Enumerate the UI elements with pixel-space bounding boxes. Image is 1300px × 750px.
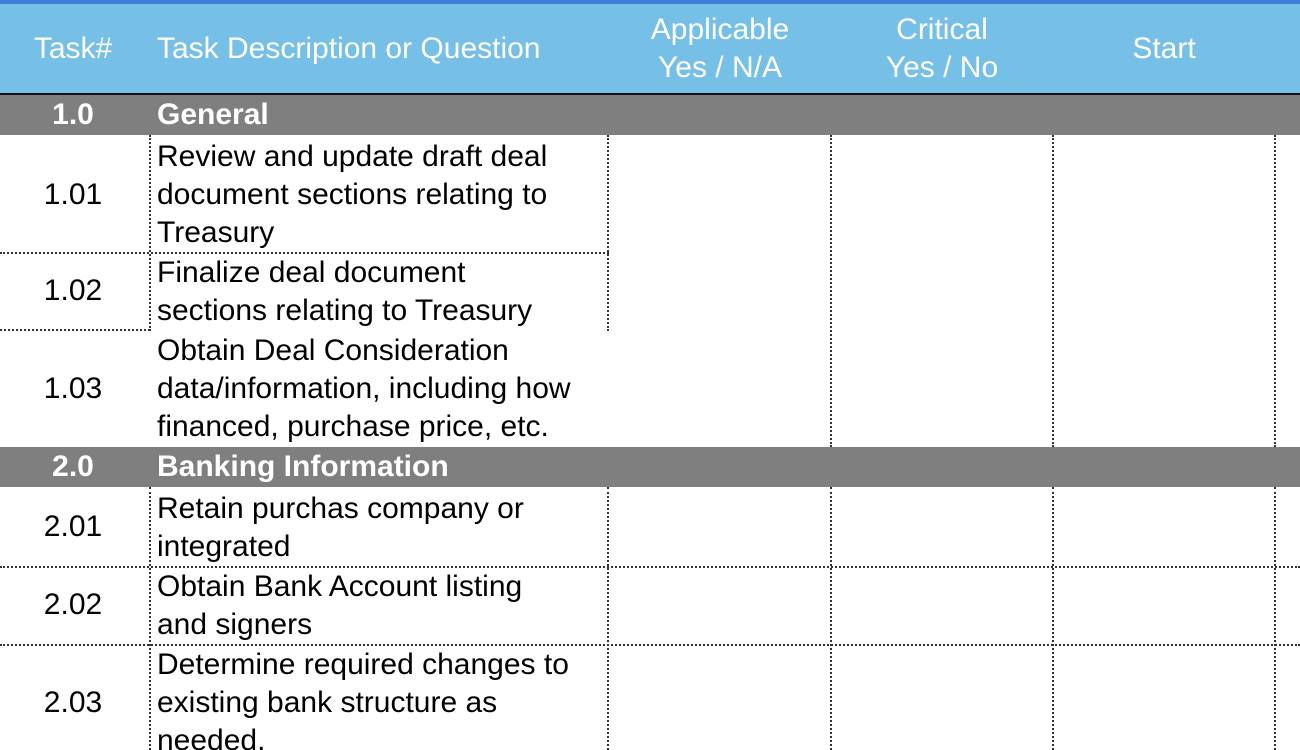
header-task-description[interactable] [157, 4, 607, 93]
task-description-line: sections relating to Treasury [157, 294, 533, 327]
task-description-line: Obtain Deal Consideration [157, 334, 509, 367]
grid-line [0, 329, 150, 331]
header-task-number[interactable] [0, 4, 146, 93]
grid-line [149, 487, 151, 750]
task-description-line: Retain purchas company or [157, 492, 524, 525]
grid-line [830, 487, 832, 750]
task-description-line: integrated [157, 530, 291, 563]
header-start[interactable] [1053, 4, 1275, 93]
task-description-line: Finalize deal document [157, 256, 466, 289]
task-description-cell[interactable] [157, 332, 607, 446]
task-description-line: existing bank structure as [157, 686, 498, 719]
grid-line [1052, 135, 1054, 447]
task-description-line: financed, purchase price, etc. [157, 410, 549, 443]
header-applicable-line2: Yes / N/A [658, 50, 782, 84]
grid-line [0, 566, 1300, 568]
task-description-line: Treasury [157, 216, 275, 249]
section-number: 2.0 [52, 450, 94, 483]
section-row-banking-information[interactable] [0, 447, 1300, 487]
header-critical[interactable] [831, 4, 1053, 93]
task-description-cell[interactable] [157, 138, 607, 252]
section-title: General [157, 98, 269, 131]
header-start-label: Start [1132, 31, 1196, 65]
task-number-cell[interactable]: 1.02 [43, 274, 103, 307]
task-number-cell[interactable]: 1.03 [43, 372, 103, 405]
grid-line [830, 135, 832, 447]
grid-line [0, 644, 1300, 646]
task-description-line: document sections relating to [157, 178, 548, 211]
task-number-cell[interactable]: 1.01 [43, 178, 103, 211]
header-critical-line2: Yes / No [885, 50, 999, 84]
grid-line [1274, 487, 1276, 750]
section-row-general[interactable] [0, 95, 1300, 135]
task-description-cell[interactable] [157, 646, 607, 750]
grid-line [149, 135, 151, 331]
task-description-cell[interactable] [157, 254, 607, 330]
task-description-line: and signers [157, 608, 313, 641]
header-applicable[interactable] [609, 4, 831, 93]
task-description-line: Obtain Bank Account listing [157, 570, 523, 603]
task-description-line: Determine required changes to [157, 648, 569, 681]
grid-line [1052, 487, 1054, 750]
task-number-cell[interactable]: 2.02 [43, 588, 103, 621]
header-task-label: Task# [33, 31, 113, 65]
section-number: 1.0 [52, 98, 94, 131]
task-number-cell[interactable]: 2.03 [43, 686, 103, 719]
grid-line [0, 252, 609, 254]
grid-line [607, 487, 609, 750]
section-title: Banking Information [157, 450, 449, 483]
task-description-line: data/information, including how [157, 372, 571, 405]
header-row [0, 4, 1300, 95]
task-number-cell[interactable]: 2.01 [43, 510, 103, 543]
task-description-cell[interactable] [157, 568, 607, 644]
header-applicable-line1: Applicable [650, 12, 790, 46]
task-description-cell[interactable] [157, 490, 607, 566]
grid-line [1274, 135, 1276, 447]
grid-line [607, 135, 609, 331]
task-description-line: Review and update draft deal [157, 140, 548, 173]
header-description-label: Task Description or Question [157, 31, 541, 65]
task-description-line: needed. [157, 724, 266, 750]
header-critical-line1: Critical [896, 12, 988, 46]
